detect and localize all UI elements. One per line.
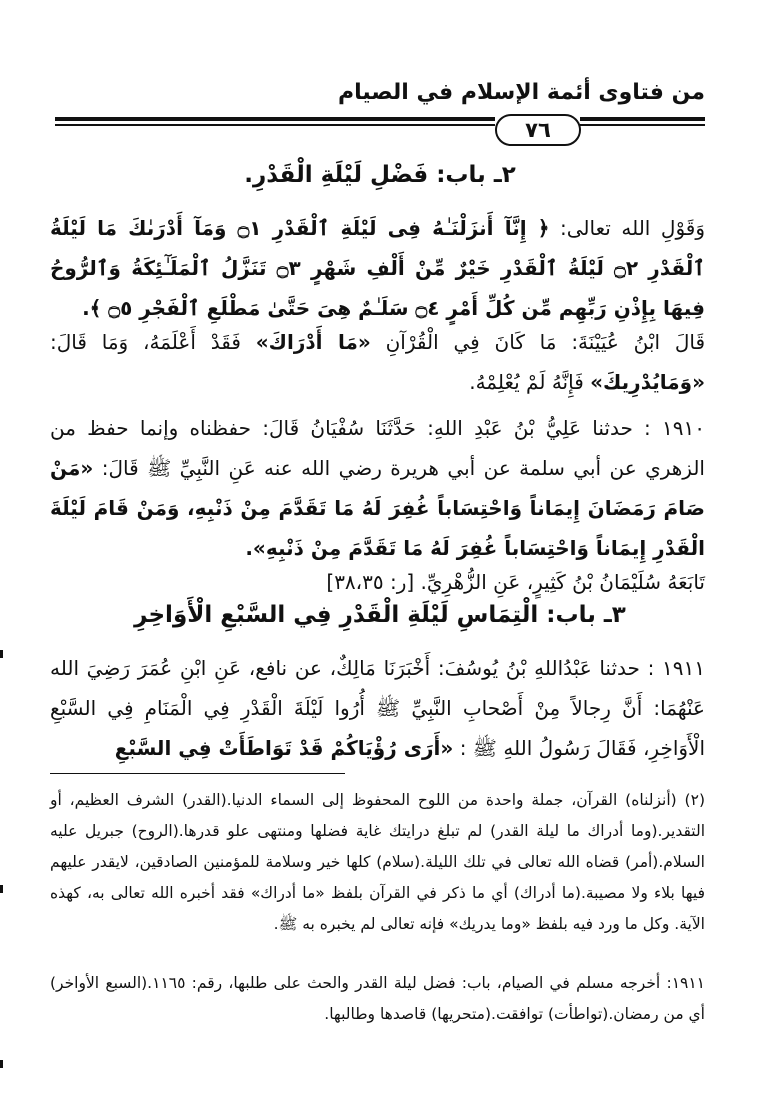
header-rule-left-bottom bbox=[55, 124, 495, 126]
ibn-uyaynah-quote-1: «مَا أَدْرَاكَ» bbox=[255, 330, 371, 354]
hadith-1911-isnad: ١٩١١ : حدثنا عَبْدُاللهِ بْنُ يُوسُفَ: أَخْبَرَنَا مَالِكٌ، عن نافع، عَنِ ابْنِ عُمَرَ رَضِيَ الله عَنْهُمَا: أَنَّ رِجالاً مِنْ أَصْحابِ النَّبِيِّ ﷺ أُرُوا لَيْلَةَ الْقَدْرِ فِي الْمَنَامِ فِي السَّبْعِ الْأَوَاخِرِ، فَقَالَ رَسُولُ اللهِ ﷺ : bbox=[50, 656, 705, 760]
mutaba-line: تَابَعَهُ سُلَيْمَانُ بْنُ كَثِيرٍ، عَنِ الزُّهْرِيِّ. [ر: ٣٨،٣٥] bbox=[326, 570, 705, 594]
scan-edge-mark bbox=[0, 885, 3, 893]
header-rule-left-top bbox=[55, 117, 495, 121]
hadith-1911-matn: «أَرَى رُؤْيَاكُمْ قَدْ تَوَاطَأَتْ فِي السَّبْعِ bbox=[114, 736, 454, 760]
footnote-1911: ١٩١١: أخرجه مسلم في الصيام، باب: فضل ليلة القدر والحث على طلبها، رقم: ١١٦٥.(السبع الأواخر) أي من رمضان.(تواطأت) توافقت.(متحريها) قاصدها وطالبها. bbox=[50, 974, 705, 1023]
chapter-3-title: ٣ـ باب: الْتِمَاسِ لَيْلَةِ الْقَدْرِ فِي السَّبْعِ الْأَوَاخِرِ bbox=[134, 602, 626, 628]
ibn-uyaynah-quote-2: «وَمَايُدْرِيكَ» bbox=[590, 370, 705, 394]
ibn-uyaynah-text-3: فَإِنَّهُ لَمْ يُعْلِمْهُ. bbox=[469, 370, 584, 394]
ibn-uyaynah-paragraph bbox=[50, 322, 705, 402]
quran-verse-paragraph bbox=[50, 208, 705, 328]
header-rule-top bbox=[580, 117, 705, 121]
verse-text: ﴿ إِنَّآ أَنزَلْنَـٰهُ فِى لَيْلَةِ ٱلْقَدْرِ ۝١ وَمَآ أَدْرَىٰكَ مَا لَيْلَةُ ٱلْقَدْرِ ۝٢ لَيْلَةُ ٱلْقَدْرِ خَيْرٌ مِّنْ أَلْفِ شَهْرٍ ۝٣ تَنَزَّلُ ٱلْمَلَـٰٓئِكَةُ وَٱلرُّوحُ فِيهَا بِإِذْنِ رَبِّهِم مِّن كُلِّ أَمْرٍ ۝٤ سَلَـٰمٌ هِىَ حَتَّىٰ مَطْلَعِ ٱلْفَجْرِ ۝٥ ﴾. bbox=[50, 216, 705, 320]
scan-edge-mark bbox=[0, 650, 3, 658]
running-title: من فتاوى أئمة الإسلام في الصيام bbox=[338, 80, 705, 105]
ibn-uyaynah-text-2: فَقَدْ أَعْلَمَهُ، وَمَا قَالَ: bbox=[50, 330, 241, 354]
footnote-separator bbox=[50, 773, 345, 774]
page-number: ٧٦ bbox=[495, 114, 581, 146]
hadith-1910-matn: «مَنْ صَامَ رَمَضَانَ إِيمَاناً وَاحْتِسَاباً غُفِرَ لَهُ مَا تَقَدَّمَ مِنْ ذَنْبِهِ، وَمَنْ قَامَ لَيْلَةَ الْقَدْرِ إِيمَاناً وَاحْتِسَاباً غُفِرَ لَهُ مَا تَقَدَّمَ مِنْ ذَنْبِهِ». bbox=[50, 456, 705, 560]
ibn-uyaynah-text: قَالَ ابْنُ عُيَيْنَةَ: مَا كَانَ فِي الْقُرْآنِ bbox=[385, 330, 706, 354]
hadith-1910-isnad: ١٩١٠ : حدثنا عَلِيُّ بْنُ عَبْدِ اللهِ: حَدَّثَنَا سُفْيَانُ قَالَ: حفظناه وإنما حفظ من الزهري عن أبي سلمة عن أبي هريرة رضي الله عنه عَنِ النَّبِيِّ ﷺ قَالَ: bbox=[50, 416, 705, 480]
footnote-2: (٢) (أنزلناه) القرآن، جملة واحدة من اللوح المحفوظ إلى السماء الدنيا.(القدر) الشرف العظيم، أو التقدير.(وما أدراك ما ليلة القدر) لم تبلغ درايتك غاية فضلها ومنتهى علو قدرها.(الروح) جبريل عليه السلام.(أمر) قضاه الله تعالى في تلك الليلة.(سلام) كلها خير وسلامة للمؤمنين الصادقين، لايقدر عليهم فيها بلاء ولا مصيبة.(ما أدراك) أي ما ذكر في القرآن بلفظ «ما أدراك» فقد أخبره الله تعالى به، كهذه الآية. وكل ما ورد فيه بلفظ «وما يدريك» فإنه تعالى لم يخبره به ﷺ. bbox=[50, 791, 705, 933]
header-rule-bottom bbox=[580, 124, 705, 126]
verse-intro: وَقَوْلِ الله تعالى: bbox=[560, 216, 705, 240]
hadith-1910 bbox=[50, 408, 705, 568]
scan-edge-mark bbox=[0, 1060, 3, 1068]
hadith-1911 bbox=[50, 648, 705, 768]
chapter-2-title: ٢ـ باب: فَضْلِ لَيْلَةِ الْقَدْرِ. bbox=[244, 162, 516, 188]
